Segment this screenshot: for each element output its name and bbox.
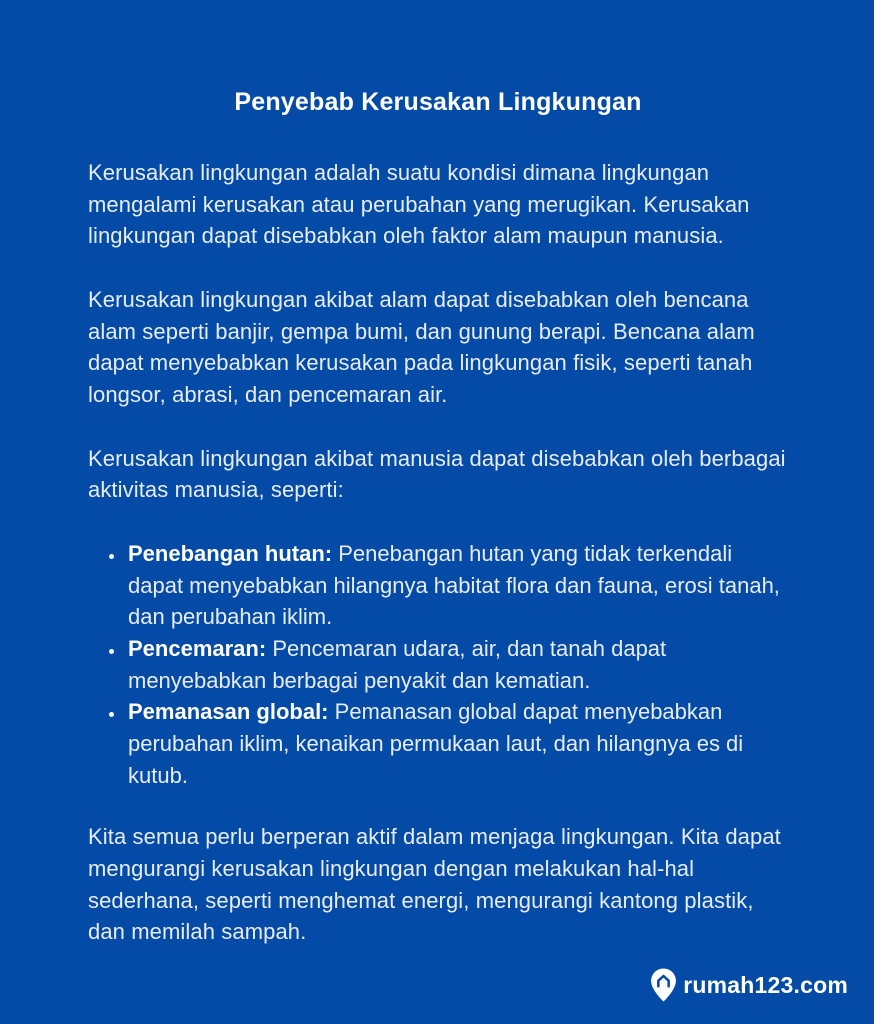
- bullet-label: Pencemaran:: [128, 636, 267, 662]
- footer-brand: [650, 968, 848, 1002]
- bullet-text: Penebangan hutan yang tidak terkendali dapat menyebabkan hilangnya habitat flora dan fauna, erosi tanah, dan perubahan iklim.: [128, 541, 780, 630]
- bullet-label: Penebangan hutan:: [128, 541, 333, 567]
- intro-paragraph-3: Kerusakan lingkungan akibat manusia dapat disebabkan oleh berbagai aktivitas manusia, seperti:: [88, 445, 786, 503]
- house-pin-icon: [650, 968, 677, 1002]
- list-item: [126, 696, 788, 791]
- brand-name: rumah123.com: [683, 971, 848, 998]
- list-item: [126, 538, 788, 633]
- page-title: Penyebab Kerusakan Lingkungan: [234, 88, 642, 116]
- closing-paragraph: Kita semua perlu berperan aktif dalam menjaga lingkungan. Kita dapat mengurangi kerusakan lingkungan dengan melakukan hal-hal sederhana, seperti menghemat energi, mengurangi kantong plastik, dan memilah sampah.: [88, 824, 781, 945]
- bullet-text: Pemanasan global dapat menyebabkan perubahan iklim, kenaikan permukaan laut, dan hilangnya es di kutub.: [128, 699, 744, 788]
- bullet-label: Pemanasan global:: [128, 699, 329, 725]
- list-item: [126, 633, 788, 696]
- cause-list: [88, 538, 788, 791]
- bullet-text: Pencemaran udara, air, dan tanah dapat menyebabkan berbagai penyakit dan kematian.: [128, 636, 667, 693]
- intro-paragraph-2: Kerusakan lingkungan akibat alam dapat disebabkan oleh bencana alam seperti banjir, gempa bumi, dan gunung berapi. Bencana alam dapat menyebabkan kerusakan pada lingkungan fisik, seperti tanah longsor, abrasi, dan pencemaran air.: [88, 287, 755, 408]
- intro-paragraph-1: Kerusakan lingkungan adalah suatu kondisi dimana lingkungan mengalami kerusakan atau perubahan yang merugikan. Kerusakan lingkungan dapat disebabkan oleh faktor alam maupun manusia.: [88, 160, 750, 249]
